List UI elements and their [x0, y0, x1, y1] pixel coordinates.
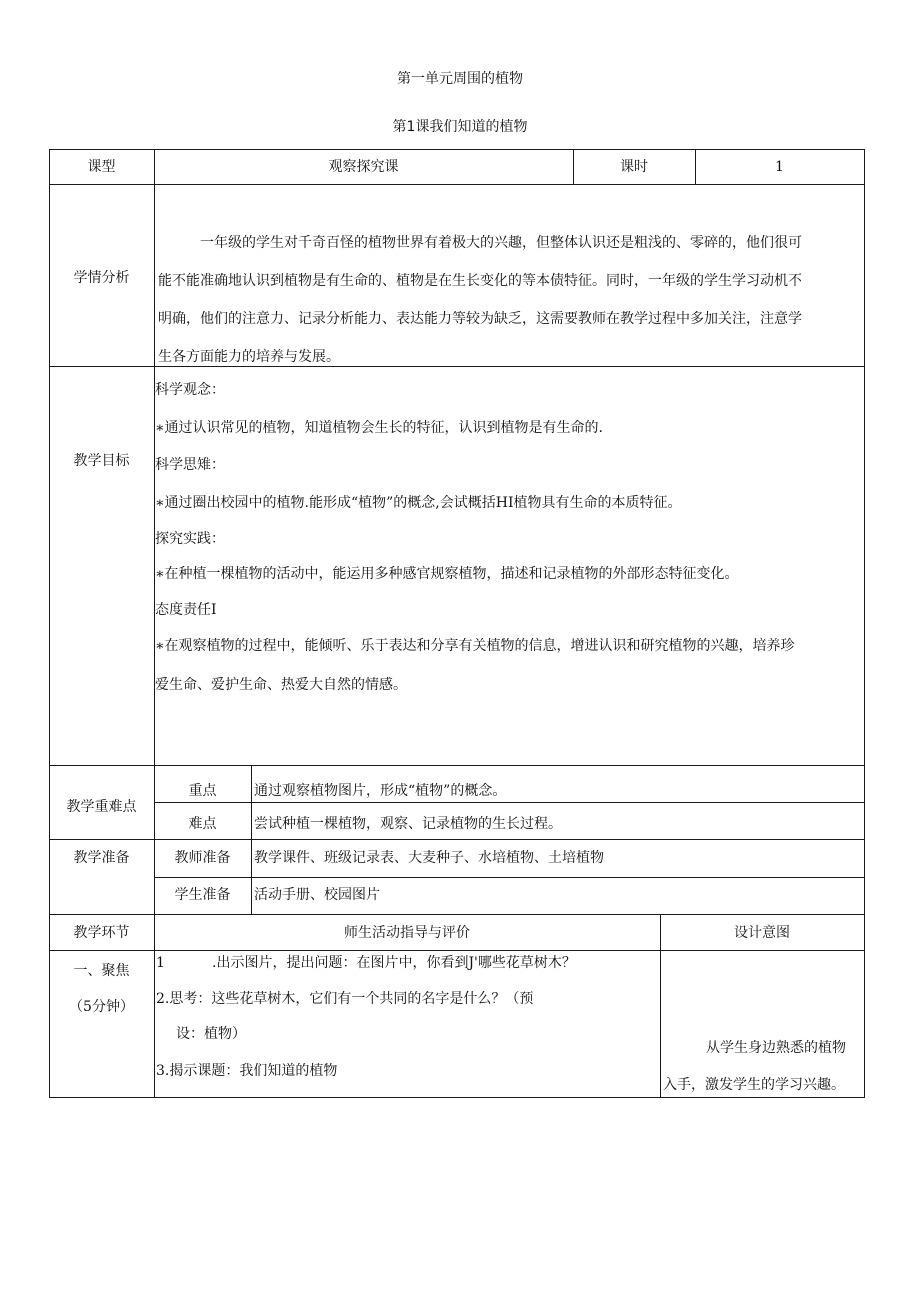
design-intent: 入手，激发学生的学习兴趣。 — [663, 1077, 845, 1093]
student-prep-value: 活动手册、校园图片 — [254, 887, 380, 903]
difficulty-label: 难点 — [188, 816, 217, 832]
objective-item: ∗在种植一棵植物的活动中，能运用多种感官规察植物，描述和记录植物的外部形态特征变化。 — [155, 566, 739, 582]
table-border-right — [864, 149, 865, 1097]
key-points-label: 教学重难点 — [66, 799, 137, 815]
analysis-text — [158, 228, 864, 372]
table-col-rule — [251, 765, 252, 914]
objective-item: 爱生命、爱护生命、热爱大自然的情感。 — [155, 677, 407, 693]
design-intent: 从学生身边熟悉的植物 — [706, 1040, 846, 1056]
course-type-value: 观察探究课 — [328, 159, 399, 175]
table-rule — [49, 184, 865, 185]
analysis-line: 明确，他们的注意力、记录分析能力、表达能力等较为缺乏，这需要教师在教学过程中多加关注，注意学 — [158, 311, 802, 327]
table-rule — [49, 914, 865, 915]
period-value: 1 — [775, 159, 784, 175]
table-rule — [49, 839, 865, 840]
table-rule — [49, 950, 865, 951]
unit-title: 第一单元周围的植物 — [397, 71, 523, 87]
objective-heading: 科学思雉： — [155, 457, 225, 473]
stage-header: 教学环节 — [73, 925, 130, 941]
difficulty-value: 尝试种植一棵植物，观察、记录植物的生长过程。 — [254, 816, 562, 832]
teacher-prep-value: 教学课件、班级记录表、大麦种子、水培植物、土培植物 — [254, 850, 604, 866]
analysis-line: 一年级的学生对千奇百怪的植物世界有着极大的兴趣，但整体认识还是粗浅的、零碎的，他们很可 — [200, 235, 802, 251]
table-col-rule — [154, 149, 155, 1097]
activity-item: 设：植物） — [176, 1026, 246, 1042]
focus-label: 重点 — [188, 783, 217, 799]
intent-header: 设计意图 — [734, 925, 790, 941]
activity-item: 3.揭示课题：我们知道的植物 — [156, 1063, 338, 1079]
analysis-line: 生各方面能力的培养与发展。 — [158, 349, 340, 365]
table-rule — [154, 877, 865, 878]
table-border-bottom — [49, 1097, 865, 1098]
preparation-label: 教学准备 — [73, 850, 130, 866]
activity-item: .出示图片，提出问题：在图片中，你看到J'哪些花草树木？ — [212, 955, 576, 971]
table-border-top — [49, 149, 865, 150]
activity-item-number: 1 — [156, 955, 165, 971]
objectives-label: 教学目标 — [73, 453, 130, 469]
activity-header: 师生活动指导与评价 — [344, 925, 470, 941]
lesson-title: 第1课我们知道的植物 — [392, 119, 528, 135]
analysis-label: 学情分析 — [73, 270, 130, 286]
table-rule — [154, 802, 865, 803]
objective-heading: 态度责任I — [155, 602, 217, 618]
teacher-prep-label: 教师准备 — [174, 850, 231, 866]
course-type-label: 课型 — [87, 159, 116, 175]
stage-name: 一、聚焦 — [73, 963, 130, 979]
stage-time: （5分钟） — [69, 999, 134, 1015]
objective-heading: 探究实践： — [155, 531, 225, 547]
analysis-line: 能不能准确地认识到植物是有生命的、植物是在生长变化的等本债特征。同时，一年级的学生学习动机不 — [158, 273, 802, 289]
period-label: 课时 — [620, 159, 648, 175]
activity-item: 2.思考：这些花草树木，它们有一个共同的名字是什么？（预 — [156, 991, 534, 1007]
objective-heading: 科学观念： — [155, 382, 225, 398]
focus-value: 通过观察植物图片，形成“植物”的概念。 — [254, 783, 507, 799]
objective-item: ∗通过认识常见的植物，知道植物会生长的特征，认识到植物是有生命的. — [155, 420, 603, 436]
table-rule — [49, 765, 865, 766]
student-prep-label: 学生准备 — [174, 887, 231, 903]
objective-item: ∗在观察植物的过程中，能倾听、乐于表达和分享有关植物的信息，增进认识和研究植物的兴趣，培养珍 — [155, 638, 795, 654]
objective-item: ∗通过圈出校园中的植物.能形成“植物”的概念,会试概括HI植物具有生命的本质特征。 — [155, 495, 682, 511]
table-border-left — [49, 149, 50, 1097]
